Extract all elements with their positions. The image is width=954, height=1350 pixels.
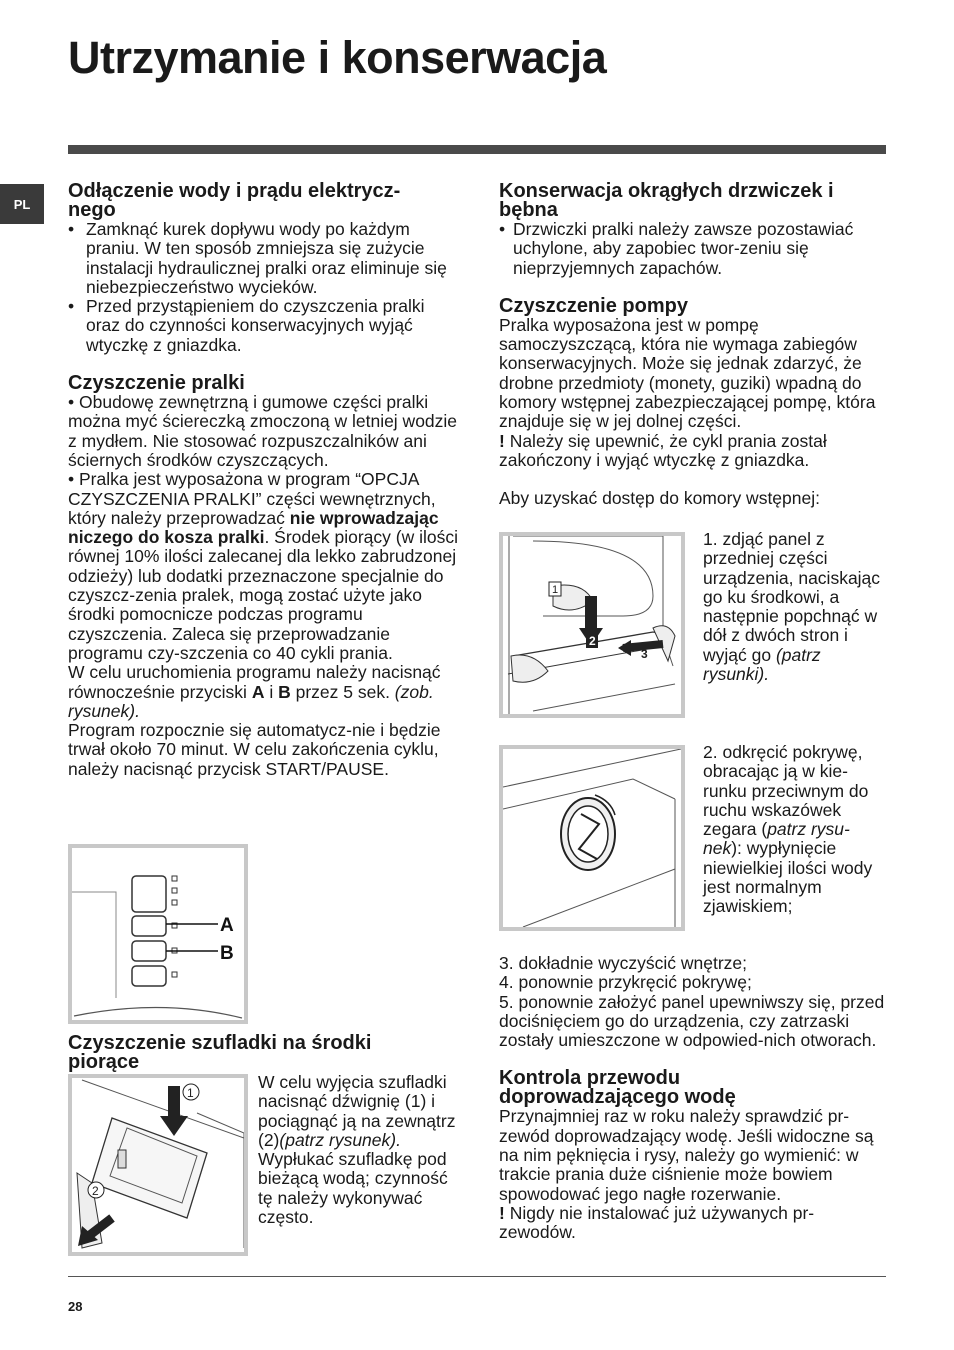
button-a-ref: A <box>251 681 265 702</box>
hose-warning <box>499 1204 887 1243</box>
drawer-paragraph-2: Wypłukać szufladkę pod bieżącą wodą; czynność tę należy wykonywać często. <box>258 1149 448 1228</box>
step-2-paragraph <box>703 743 887 917</box>
panel-step-3: 3 <box>641 647 648 661</box>
text-run: W celu uruchomienia programu należy nacisnąć równocześnie przyciski <box>68 662 441 702</box>
list-item: • Zamknąć kurek dopływu wody po każdym praniu. W ten sposób zmniejsza się zużycie instalacji hydraulicznej pralki oraz eliminuje się niebezpieczeństwo wycieków. <box>68 220 460 297</box>
pump-cover-illustration <box>503 749 681 927</box>
page-number: 28 <box>68 1299 83 1314</box>
step-2-text <box>703 743 887 917</box>
header-rule <box>68 145 886 154</box>
footer-rule <box>68 1276 886 1277</box>
left-column <box>68 182 460 779</box>
step-1-text <box>703 530 883 684</box>
step-1-paragraph <box>703 530 883 684</box>
label-a: A <box>220 915 234 936</box>
text-run: ): wypłynięcie niewielkiej ilości wody jest normalnym zjawiskiem; <box>703 838 873 917</box>
section-heading-hose: Kontrola przewodu doprowadzającego wodę <box>499 1067 736 1109</box>
section-heading-water-power: Odłączenie wody i prądu elektrycz-nego <box>68 180 401 221</box>
list-item: 3. dokładnie wyczyścić wnętrze; <box>499 953 748 973</box>
text-run: 1. zdjąć panel z przedniej części urządzenia, naciskając go ku środkowi, a następnie popchnąć w dół z dwóch stron i wyjąć go <box>703 529 881 665</box>
italic-text: (zob. rysunek). <box>68 681 434 721</box>
text-run: i <box>264 681 279 702</box>
label-b: B <box>220 943 234 964</box>
warning-mark: ! <box>499 1202 505 1223</box>
bold-text: nie wprowadzając niczego do kosza pralki <box>68 507 439 548</box>
text-run: Nigdy nie instalować już używanych pr-zewodów. <box>499 1202 815 1243</box>
right-column-lower <box>499 954 887 1243</box>
door-drum-list <box>499 220 887 278</box>
pump-warning <box>499 432 887 471</box>
list-item: 4. ponownie przykręcić pokrywę; <box>499 972 752 993</box>
pump-paragraph: Pralka wyposażona jest w pompę samoczyszczącą, która nie wymaga zabiegów konserwacyjnych. Może się jednak zdarzyć, że drobne przedmioty (monety, guziki) wpadną do komory wstępnej zabezpieczającej pompę, która znajduje się w jej dolnej części. <box>499 314 876 432</box>
italic-text: patrz rysu-nek <box>703 819 850 859</box>
panel-step-1: 1 <box>552 584 559 596</box>
drawer-step-2: 2 <box>92 1184 99 1198</box>
drawer-text <box>258 1073 458 1227</box>
section-heading-drawer: Czyszczenie szufladki na środki piorące <box>68 1032 372 1073</box>
cleaning-paragraph-1: • Obudowę zewnętrzną i gumowe części pralki można myć ściereczką zmoczoną w letniej wodzie z mydłem. Nie stosować rozpuszczalników ani ściernych środków czyszczących. <box>68 392 458 470</box>
text-run: W celu wyjęcia szufladki nacisnąć dźwignię (1) i pociągnąć ją na zewnątrz (2) <box>258 1072 456 1150</box>
drawer-figure <box>68 1074 248 1256</box>
page-title: Utrzymanie i konserwacja <box>68 32 607 83</box>
panel-step-2: 2 <box>589 634 596 648</box>
drawer-illustration <box>72 1078 244 1252</box>
list-item: • Drzwiczki pralki należy zawsze pozostawiać uchylone, aby zapobiec twor-zeniu się nieprzyjemnych zapachów. <box>499 220 887 278</box>
button-b-ref: B <box>278 681 291 702</box>
text-run: przez 5 sek. <box>290 681 395 702</box>
section-heading-cleaning: Czyszczenie pralki <box>68 372 245 395</box>
pump-cover-figure <box>499 745 685 931</box>
panel-removal-illustration <box>503 536 681 714</box>
list-item: 5. ponownie założyć panel upewniwszy się, przed dociśnięciem go do urządzenia, czy zatrzaski zostały umieszczone w odpowied-nich otworach. <box>499 991 885 1051</box>
water-power-list <box>68 220 460 355</box>
warning-mark: ! <box>499 430 505 451</box>
list-item: • Przed przystąpieniem do czyszczenia pralki oraz do czynności konserwacyjnych wyjąć wtyczkę z gniazdka. <box>68 297 460 355</box>
italic-text: (patrz rysunek). <box>279 1129 401 1150</box>
text-run: Należy się upewnić, że cykl prania został zakończony i wyjąć wtyczkę z gniazdka. <box>499 430 827 470</box>
cleaning-paragraph-2 <box>68 470 460 663</box>
pump-steps-list <box>499 954 887 1050</box>
drawer-paragraph-1 <box>258 1073 458 1150</box>
section-heading-pump: Czyszczenie pompy <box>499 294 688 317</box>
right-column <box>499 182 887 509</box>
text-run: 2. odkręcić pokrywę, obracając ją w kie-runku przeciwnym do ruchu wskazówek zegara ( <box>703 742 869 840</box>
hose-paragraph: Przynajmniej raz w roku należy sprawdzić pr-zewód doprowadzający wodę. Jeśli widoczne są na nim pęknięcia i rysy, należy go wymienić: w trakcie prania duże ciśnienie może bowiem spowodować jego nagłe rozerwanie. <box>499 1106 874 1204</box>
panel-removal-figure <box>499 532 685 718</box>
italic-text: (patrz rysunki). <box>703 644 821 685</box>
language-tab: PL <box>0 184 44 224</box>
cleaning-paragraph-4: Program rozpocznie się automatycz-nie i będzie trwał około 70 minut. W celu zakończenia cyklu, należy nacisnąć przycisk START/PAUSE. <box>68 720 441 779</box>
control-panel-illustration <box>72 848 244 1020</box>
control-panel-figure <box>68 844 248 1024</box>
text-run: . Środek piorący (w ilości równej 10% ilości zalecanej dla lekko zabrudzonej odzieży) lub dodatki przeznaczone specjalnie do czyszcz-zenia pralek, mogą zostać użyte jako środki pomocnicze podczas programu czyszczenia. Zaleca się przeprowadzanie programu czy-szczenia co 40 cykli prania. <box>68 527 458 663</box>
cleaning-paragraph-3 <box>68 663 460 721</box>
pump-access-text: Aby uzyskać dostęp do komory wstępnej: <box>499 488 820 509</box>
drawer-step-1: 1 <box>187 1086 194 1100</box>
text-run: • Pralka jest wyposażona w program “OPCJA CZYSZCZENIA PRALKI” części wewnętrznych, który należy przeprowadzać <box>68 469 436 528</box>
section-heading-door-drum: Konserwacja okrągłych drzwiczek i bębna <box>499 180 834 221</box>
